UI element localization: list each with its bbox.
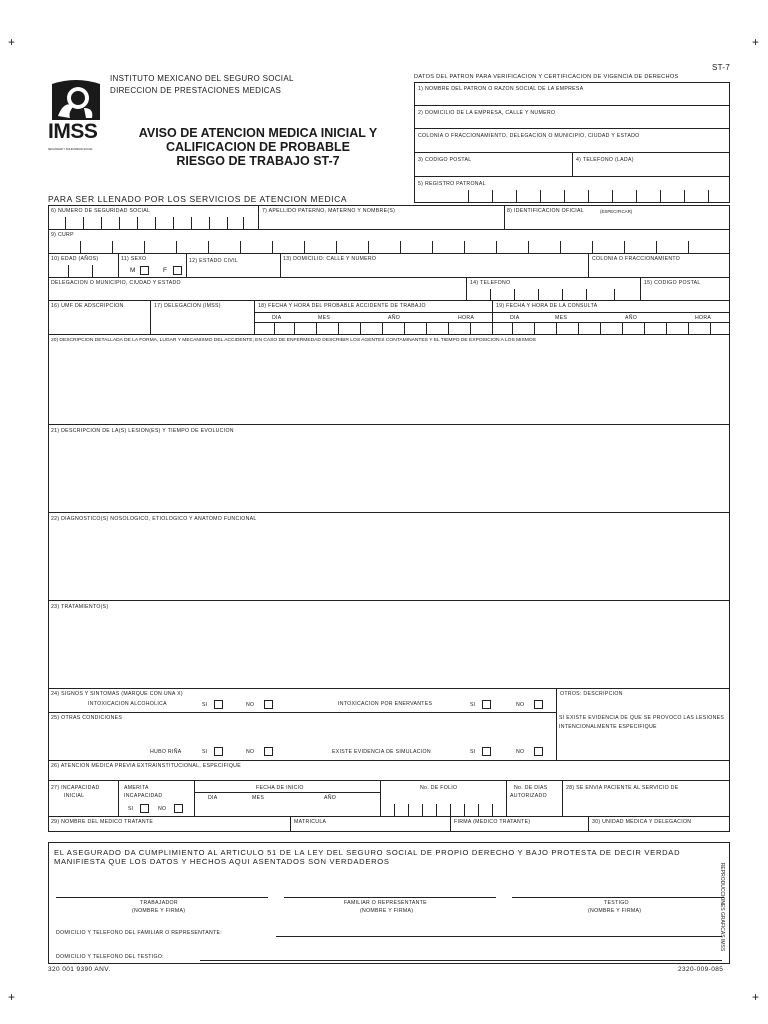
side-note: REPRODUCCIONES GRAFICAS IMSS [719,862,726,952]
logo-text: IMSS [48,120,98,143]
accident-hour-label: HORA [458,315,475,321]
witness-signature-label: TESTIGO [604,900,629,906]
representative-signature-label: FAMILIAR O REPRESENTANTE [344,900,427,906]
representative-name-sign-label: (NOMBRE Y FIRMA) [360,908,414,914]
address-field[interactable]: 13) DOMICILIO: CALLE Y NUMERO [283,256,377,262]
days-label-2: AUTORIZADO [510,793,547,799]
employer-address-field[interactable]: 2) DOMICILIO DE LA EMPRESA, CALLE Y NUMERO [418,110,556,116]
form-code: ST-7 [712,63,731,72]
nss-field[interactable]: 6) NUMERO DE SEGURIDAD SOCIAL [51,208,151,214]
crop-mark: + [752,35,760,49]
worker-name-sign-label: (NOMBRE Y FIRMA) [132,908,186,914]
direction-name: DIRECCION DE PRESTACIONES MEDICAS [110,86,282,95]
fight-label: HUBO RIÑA [150,749,182,755]
simulation-no-label: NO [516,749,525,755]
worker-signature-label: TRABAJADOR [140,900,178,906]
employer-phone-field[interactable]: 4) TELEFONO (LADA) [576,157,634,163]
sex-f-label: F [163,267,168,274]
doctor-signature-field[interactable]: FIRMA (MEDICO TRATANTE) [454,819,531,825]
accident-month-label: MES [318,315,331,321]
initial-disability-label-2: INICIAL [64,793,85,799]
simulation-si-label: SI [470,749,476,755]
crop-mark: + [8,990,16,1004]
treatment-field[interactable]: 23) TRATAMIENTO(S) [51,604,109,610]
alcohol-label: INTOXICACION ALCOHOLICA [88,701,167,707]
sex-m-checkbox[interactable] [140,266,149,275]
municipality-field[interactable]: DELEGACION O MUNICIPIO, CIUDAD Y ESTADO [51,280,181,286]
form-title-line3: RIESGO DE TRABAJO ST-7 [176,154,340,168]
curp-field[interactable]: 9) CURP [51,232,74,238]
disability-si-checkbox[interactable] [140,804,149,813]
declaration-line2: MANIFIESTA QUE LOS DATOS Y HECHOS AQUI ASENTADOS SON VERDADEROS [54,857,390,866]
consult-hour-label: HORA [695,315,712,321]
referral-service-field[interactable]: 28) SE ENVIA PACIENTE AL SERVICIO DE [566,785,679,791]
logo-tagline: SEGURIDAD Y SOLIDARIDAD SOCIAL [48,148,93,151]
consult-month-label: MES [555,315,568,321]
simulation-label: EXISTE EVIDENCIA DE SIMULACION [332,749,431,755]
medical-unit-field[interactable]: 30) UNIDAD MEDICA Y DELEGACION [592,819,692,825]
employer-postal-field[interactable]: 3) CODIGO POSTAL [418,157,472,163]
sex-m-label: M [130,267,136,274]
simulation-si-checkbox[interactable] [482,747,491,756]
other-description-field[interactable]: OTROS: DESCRIPCION [560,691,623,697]
folio-label: No. DE FOLIO [420,785,458,791]
prior-care-field[interactable]: 26) ATENCION MEDICA PREVIA EXTRAINSTITUCIONAL, ESPECIFIQUE [51,763,241,769]
accident-description-field[interactable]: 20) DESCRIPCION DETALLADA DE LA FORMA, LUGAR Y MECANISMO DEL ACCIDENTE; EN CASO DE ENFERMEDAD DESCRIBIR LOS AGENTES CONTAMINANTES Y EL TIEMPO DE EXPOSICION A LOS MISMOS [51,338,536,343]
employer-name-field[interactable]: 1) NOMBRE DEL PATRON O RAZON SOCIAL DE LA EMPRESA [418,86,584,92]
employer-heading: DATOS DEL PATRON PARA VERIFICACION Y CERTIFICACION DE VIGENCIA DE DERECHOS [414,74,679,80]
alcohol-no-checkbox[interactable] [264,700,273,709]
imss-delegation-field[interactable]: 17) DELEGACION (IMSS) [154,303,221,309]
witness-name-sign-label: (NOMBRE Y FIRMA) [588,908,642,914]
phone-cells [466,289,640,300]
name-field[interactable]: 7) APELLIDO PATERNO, MATERNO Y NOMBRE(S) [262,208,396,214]
footer-left-code: 320 001 9390 ANV. [48,966,111,973]
umf-field[interactable]: 16) UMF DE ADSCRIPCION [51,303,124,309]
requires-disability-label-2: INCAPACIDAD [124,793,163,799]
id-field[interactable]: 8) IDENTIFICACION OFICIAL [507,208,584,214]
days-label-1: No. DE DIAS [514,785,548,791]
accident-year-label: AÑO [388,315,401,321]
accident-day-label: DIA [272,315,282,321]
folio-cells [380,804,506,816]
form-title-line2: CALIFICACION DE PROBABLE [165,140,351,154]
fight-si-label: SI [202,749,208,755]
phone-field[interactable]: 14) TELEFONO [470,280,511,286]
drugs-label: INTOXICACION POR ENERVANTES [338,701,433,707]
start-month-label: MES [252,795,265,801]
other-conditions-label: 25) OTRAS CONDICIONES [51,715,123,721]
consult-day-label: DIA [510,315,520,321]
employer-colonia-field[interactable]: COLONIA O FRACCIONAMIENTO, DELEGACION O MUNICIPIO, CIUDAD Y ESTADO [418,133,640,139]
injury-description-field[interactable]: 21) DESCRIPCION DE LA(S) LESION(ES) Y TIEMPO DE EVOLUCION [51,428,234,434]
disability-no-checkbox[interactable] [174,804,183,813]
section-heading: PARA SER LLENADO POR LOS SERVICIOS DE ATENCION MEDICA [48,194,348,204]
curp-cells [48,241,730,253]
start-year-label: AÑO [324,795,337,801]
crop-mark: + [8,35,16,49]
witness-address-field[interactable]: DOMICILIO Y TELEFONO DEL TESTIGO: [56,954,164,960]
date-cells [254,322,730,334]
fight-si-checkbox[interactable] [214,747,223,756]
institute-name: INSTITUTO MEXICANO DEL SEGURO SOCIAL [110,74,294,83]
start-day-label: DIA [208,795,218,801]
declaration-line1: EL ASEGURADO DA CUMPLIMIENTO AL ARTICULO 51 DE LA LEY DEL SEGURO SOCIAL DE PROPIO DERECHO Y BAJO PROTESTA DE DECIR VERDAD [54,848,681,857]
drugs-si-label: SI [470,702,476,708]
intentional-evidence-field[interactable]: SI EXISTE EVIDENCIA DE QUE SE PROVOCO LAS LESIONES INTENCIONALMENTE ESPECIFIQUE [559,715,725,730]
registry-cells [468,190,730,203]
disability-si-label: SI [128,806,134,812]
imss-logo [48,78,104,162]
start-date-label: FECHA DE INICIO [256,785,304,791]
doctor-name-field[interactable]: 29) NOMBRE DEL MEDICO TRATANTE [51,819,154,825]
registration-field[interactable]: MATRICULA [294,819,327,825]
footer-right-code: 2320-009-085 [678,966,724,973]
representative-address-field[interactable]: DOMICILIO Y TELEFONO DEL FAMILIAR O REPRESENTANTE: [56,930,223,936]
consult-year-label: AÑO [625,315,638,321]
consult-datetime-label: 19) FECHA Y HORA DE LA CONSULTA [496,303,598,309]
alcohol-no-label: NO [246,702,255,708]
drugs-si-checkbox[interactable] [482,700,491,709]
age-field[interactable]: 10) EDAD (AÑOS) [51,256,99,262]
employer-registry-field[interactable]: 5) REGISTRO PATRONAL [418,181,486,187]
age-cells [48,265,118,277]
initial-disability-label-1: 27) INCAPACIDAD [51,785,100,791]
fight-no-label: NO [246,749,255,755]
crop-mark: + [752,990,760,1004]
drugs-no-label: NO [516,702,525,708]
diagnosis-field[interactable]: 22) DIAGNOSTICO(S) NOSOLOGICO, ETIOLOGICO Y ANATOMO FUNCIONAL [51,516,257,522]
requires-disability-label-1: AMERITA [124,785,149,791]
sex-f-checkbox[interactable] [173,266,182,275]
signs-symptoms-label: 24) SIGNOS Y SINTOMAS (MARQUE CON UNA X) [51,691,183,697]
form-title-line1: AVISO DE ATENCION MEDICA INICIAL Y [138,126,378,140]
fight-no-checkbox[interactable] [264,747,273,756]
alcohol-si-label: SI [202,702,208,708]
id-field-note: (ESPECIFICAR) [600,209,633,214]
civil-status-field[interactable]: 12) ESTADO CIVIL [189,258,239,264]
simulation-no-checkbox[interactable] [534,747,543,756]
alcohol-si-checkbox[interactable] [214,700,223,709]
disability-no-label: NO [158,806,167,812]
drugs-no-checkbox[interactable] [534,700,543,709]
postal-code-field[interactable]: 15) CODIGO POSTAL [644,280,701,286]
colonia-field[interactable]: COLONIA O FRACCIONAMIENTO [592,256,681,262]
sex-label: 11) SEXO [121,256,147,262]
accident-datetime-label: 18) FECHA Y HORA DEL PROBABLE ACCIDENTE DE TRABAJO [258,303,426,309]
nss-cells [48,217,258,229]
